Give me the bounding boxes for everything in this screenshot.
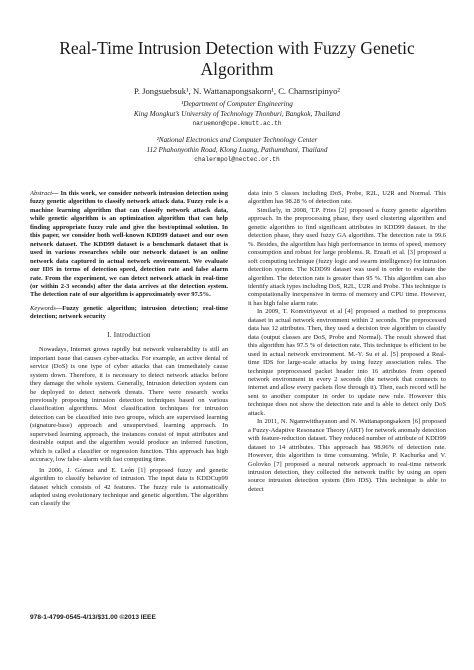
copyright-footer: 978-1-4799-0545-4/13/$31.00 ©2013 IEEE xyxy=(30,614,156,621)
abstract-label: Abstract xyxy=(30,190,53,197)
right-paragraph-3: In 2009, T. Komviriyavut et al [4] proposed a method to preprocess dataset in actual network environment within 2 seconds. The preprocessed data has 12 attributes. Then, they used a decision tree algorithm to classify data (output classes are DoS, Probe and Normal). The result showed that this algorithm has 97.5 % of detection rate. This technique is efficient to be used in actual network environment. M.-Y. Su et al. [5] proposed a Real-time IDS for large-scale attacks by using fuzzy association rules. The technique preprocessed packet header into 16 attributes from opened network environment in every 2 seconds (the network that connects to internet and allow every packets flow through it). Then, each record will be sent to another computer in order to update new rule. However this technique does not show the detection rate and is able to detect only DoS attack. xyxy=(248,308,446,417)
right-paragraph-1: data into 5 classes including DoS, Probe, R2L, U2R and Normal. This algorithm has 98.28 % of detection rate. xyxy=(248,190,446,206)
affiliation-1-department: ¹Department of Computer Engineering xyxy=(181,100,293,108)
keywords xyxy=(30,305,228,322)
abstract xyxy=(30,190,228,300)
right-paragraph-4: In 2011, N. Ngamwitthayanon and N. Wattanapongsakorn [6] proposed a Fuzzy-Adaptive Resonance Theory (ART) for network anomaly detection with feature-reduction dataset. They reduced number of attribute of KDD99 dataset to 14 attributes. This approach has 98.96% of detection rate. However, this algorithm is time consuming. While, P. Kachurka and V. Golovko [7] proposed a neural network approach to real-time network intrusion detection, they collected the network traffic by using an open source intrusion detection system (Bro IDS). This technique is able to detect xyxy=(248,418,446,493)
intro-paragraph-1: Nowadays, Internet grows rapidly but network vulnerability is still an important issue that causes cyber-attacks. For example, an active denial of service (DoS) is one type of cyber attacks that can immediately cause system down. Therefore, it is necessary to detect network attacks before they damage the whole system. Generally, Intrusion detection system can be deployed to detect network threats. There were research works previously proposing intrusion detection techniques based on various classification algorithms. Most classification techniques for intrusion detection can be classified into two groups, which are supervised learning (signature-base) approach and unsupervised learning approach. In supervised learning approach, the instances consist of input attributes and desirable output and the algorithm would produce an inferred function, which is called a classifier or regression function. This approach has high accuracy, low false- alarm with fast computing time. xyxy=(30,346,228,464)
affiliation-2-address: 112 Phahonyothin Road, Klong Luang, Pathumthani, Thailand xyxy=(146,145,328,154)
affiliation-1-university: King Mongkut’s University of Technology Thonburi, Bangkok, Thailand xyxy=(133,109,341,118)
abstract-text: — In this work, we consider network intrusion detection using fuzzy genetic algorithm to classify network attack data. Fuzzy rule is a machine learning algorithm that can classify network attack data, while genetic algorithm is an optimization algorithm that can help finding appropriate fuzzy rule and give the best/optimal solution. In this paper, we consider both well-known KDD99 dataset and our own network dataset. The KDD99 dataset is a benchmark dataset that is used in various researches while our network dataset is an online network data captured in actual network environment. We evaluate our IDS in terms of detection speed, detection rate and false alarm rate. From the experiment, we can detect network attack in real-time (or within 2-3 seconds) after the data arrives at the detection system. The detection rate of our algorithm is approximately over 97.5%. xyxy=(30,190,228,299)
affiliation-1 xyxy=(30,100,444,129)
right-paragraph-2: Similarly, in 2008, T.P. Fries [2] proposed a fuzzy genetic algorithm approach. In the preprocessing phase, they used clustering algorithm and genetic algorithm to find significant attributes in KDD99 dataset. In the detection phase, they used fuzzy GA algorithm. The detection rate is 99.6 %. Besides, the algorithm has high performance in terms of speed, memory consumption and robust for large problems. R. Ensafi et al. [3] proposed a soft computing technique (fuzzy logic and swarm intelligence) for intrusion detection system. The KDD99 dataset was used in order to evaluate the algorithm. The detection rate is greater than 95 %. This algorithm can also identify attack types including DoS, R2L, U2R and Probe. This technique is computationally inexpensive in terms of memory and CPU time. However, it has high false alarm rate. xyxy=(248,206,446,307)
keywords-label: Keywords xyxy=(30,304,56,312)
intro-paragraph-2: In 2006, J. Gómez and E. León [1] proposed fuzzy and genetic algorithm to classify behavior of intrusion. The input data is KDDCup99 dataset which consists of 42 features. The fuzzy rule is automatically adapted using evolutionary technique and genetic algorithm. The algorithm can classify the xyxy=(30,466,228,508)
author-list: P. Jongsuebsuk¹, N. Wattanapongsakorn¹, C. Charnsripinyo² xyxy=(134,86,340,96)
affiliation-2-organization: ²National Electronics and Computer Technology Center xyxy=(156,136,318,144)
right-column xyxy=(248,190,446,494)
paper-title: Real-Time Intrusion Detection with Fuzzy Genetic Algorithm xyxy=(59,38,415,79)
left-column xyxy=(30,190,228,509)
affiliation-2-email: chalermpol@nectec.or.th xyxy=(194,156,280,164)
affiliation-1-email: naruemon@cpe.kmutt.ac.th xyxy=(192,120,282,128)
section-heading-introduction: I. Introduction xyxy=(107,330,151,339)
keywords-text: —Fuzzy genetic algorithm; intrusion detection; real-time detection; network security xyxy=(30,304,228,321)
affiliation-2 xyxy=(30,136,444,165)
